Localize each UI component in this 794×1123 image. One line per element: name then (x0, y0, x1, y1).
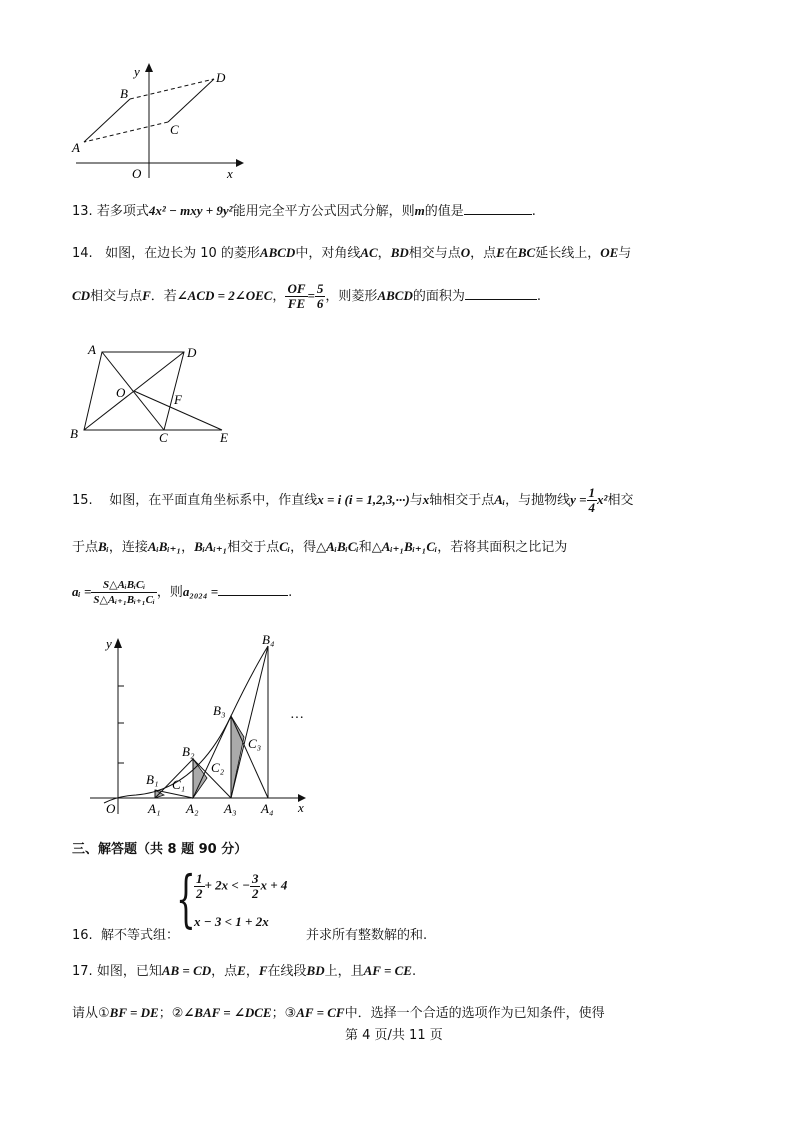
q13-prefix: 若多项式 (96, 204, 149, 219)
segment-CA (84, 122, 168, 142)
q14-math: ABCD (377, 288, 413, 303)
label-y: y (134, 64, 140, 79)
q14-math: CD (72, 288, 91, 303)
question-16 (72, 924, 179, 943)
q14-math: ∠ACD = 2∠OEC (176, 288, 273, 303)
q14-math: F (142, 288, 151, 303)
question-13 (72, 200, 536, 219)
q15-text: ，与抛物线 (505, 493, 571, 508)
q15-math: BᵢAᵢ₊₁ (194, 539, 228, 554)
q15-text: 相交于点 (227, 540, 280, 555)
q14-math: E (496, 245, 505, 260)
q16-prefix: 解不等式组： (100, 928, 179, 943)
label-O: O (116, 385, 126, 400)
q15-text: 如图，在平面直角坐标系中，作直线 (109, 493, 318, 508)
label-O: O (106, 801, 116, 816)
q14-text: ．若 (150, 289, 177, 304)
q14-text: 延长线上， (535, 246, 601, 261)
q16-inequality-2: x − 3 < 1 + 2x (194, 914, 269, 929)
label-C: C (170, 122, 179, 137)
question-15-line3 (72, 578, 292, 607)
q15-text: ，则 (156, 585, 183, 600)
q14-text: 的面积为 (412, 289, 465, 304)
q16-brace: { (176, 862, 196, 935)
q17-number: 17. (72, 964, 93, 979)
q13-end: . (531, 204, 536, 219)
q15-text: 轴相交于点 (429, 493, 495, 508)
q13-var: m (414, 203, 425, 218)
segment-A2B3 (193, 716, 231, 798)
q17-text: 请从① (72, 1006, 110, 1021)
q15-frac-num: 1 (588, 485, 596, 500)
q15-math: △Aᵢ₊₁Bᵢ₊₁Cᵢ (371, 539, 438, 554)
label-y: y (106, 636, 112, 651)
label-F: F (174, 392, 182, 407)
segment-AB (84, 99, 130, 142)
q15-ratio-den: S△Aᵢ₊₁Bᵢ₊₁Cᵢ (93, 594, 155, 606)
q14-math: ABCD (259, 245, 296, 260)
parabola-curve (104, 646, 268, 803)
q14-text: ，点 (470, 246, 497, 261)
q14-ratio-fraction (285, 282, 307, 311)
label-A2: A₂ (186, 801, 199, 816)
segment-A3B4 (231, 646, 268, 798)
q16-frac1-num: 1 (196, 871, 203, 886)
label-B: B (70, 426, 78, 441)
q15-math: a₂₀₂₄ = (182, 584, 219, 599)
q17-text: 在线段 (267, 964, 307, 979)
label-B4: B₄ (262, 632, 275, 647)
shaded-triangle-3 (231, 716, 244, 798)
label-B3: B₃ (213, 703, 226, 718)
q16-ineq1-b: x + 4 (260, 877, 288, 893)
label-B2: B₂ (182, 744, 195, 759)
q14-text: 中，对角线 (295, 246, 361, 261)
q15-text: ，连接 (108, 540, 148, 555)
label-x: x (227, 166, 233, 181)
q14-math: BD (390, 245, 409, 260)
q14-math: AC (360, 245, 378, 260)
q17-math: BD (306, 963, 325, 978)
q14-text: ， (377, 246, 391, 261)
label-O: O (132, 166, 142, 181)
q13-number: 13. (72, 204, 93, 219)
figure-15-parabola (86, 632, 326, 822)
y-axis-arrow (114, 638, 122, 648)
q15-ratio-num: S△AᵢBᵢCᵢ (91, 578, 156, 593)
q15-math: Bᵢ (98, 539, 109, 554)
q14-math: O (460, 245, 471, 260)
q15-text: ，得 (290, 540, 317, 555)
q17-math: AB = CD (161, 963, 212, 978)
q14-ratio-num: OF (287, 281, 306, 296)
label-A4: A₄ (261, 801, 274, 816)
shaded-triangle-2 (193, 759, 207, 798)
q14-val-num: 5 (316, 281, 324, 296)
q16-suffix: 并求所有整数解的和. (306, 928, 428, 943)
q16-frac1-den: 2 (196, 886, 203, 901)
figure-12-parallelogram (68, 60, 248, 185)
y-axis-arrow (145, 63, 153, 72)
label-x: x (298, 800, 304, 815)
x-axis-arrow (236, 159, 244, 167)
label-D: D (216, 70, 226, 85)
label-C1: C₁ (172, 777, 186, 792)
q14-end: . (536, 289, 541, 304)
q17-text: ；③ (271, 1006, 297, 1021)
q15-frac-den: 4 (588, 500, 596, 515)
q15-math: △AᵢBᵢCᵢ (316, 539, 359, 554)
q16-frac2-den: 2 (251, 886, 259, 901)
question-14-line1 (72, 242, 631, 261)
q17-text: ，点 (211, 964, 238, 979)
q16-frac2-num: 3 (251, 871, 259, 886)
q14-math: BC (517, 245, 536, 260)
q14-value-fraction (315, 282, 326, 311)
q17-option-1: BF = DE (109, 1005, 159, 1020)
q13-suffix: 的值是 (424, 204, 464, 219)
figure-14-rhombus (66, 338, 246, 448)
q14-eq: = (307, 288, 315, 303)
q15-text: 和 (358, 540, 372, 555)
page-footer: 第 4 页/共 11 页 (345, 1028, 443, 1043)
q15-text: 于点 (72, 540, 99, 555)
question-15-line1 (72, 486, 633, 515)
label-E: E (220, 430, 228, 445)
q17-option-2: ∠BAF = ∠DCE (183, 1005, 272, 1020)
section-3-heading: 三、解答题（共 8 题 90 分） (72, 842, 248, 857)
q16-ineq1-a: + 2x < − (204, 877, 250, 893)
q17-math: AF = CE (363, 963, 412, 978)
q13-expr: 4x² − mxy + 9y² (148, 203, 233, 218)
q17-text: ， (245, 964, 259, 979)
q15-math: Aᵢ (494, 492, 506, 507)
label-A1: A₁ (148, 801, 161, 816)
q14-math: OE (600, 245, 619, 260)
q15-math: y = (570, 492, 587, 507)
q15-math: aᵢ = (72, 584, 92, 599)
q17-text: 如图，已知 (96, 964, 162, 979)
q14-val-den: 6 (316, 296, 324, 311)
q15-end: . (288, 585, 293, 600)
q14-text: ，则菱形 (325, 289, 378, 304)
q14-number: 14. (72, 246, 93, 261)
q14-text: 与 (618, 246, 632, 261)
diagonal-AC (102, 352, 164, 430)
q14-text: ， (272, 289, 286, 304)
q17-end: . (411, 964, 417, 979)
q14-text: 在 (504, 246, 518, 261)
q15-number: 15. (72, 493, 93, 508)
q17-text: 上，且 (324, 964, 364, 979)
label-C2: C₂ (211, 760, 225, 775)
q15-math: x (422, 492, 430, 507)
q16-inequality-1 (194, 872, 287, 901)
label-A3: A₃ (224, 801, 237, 816)
segment-BD (130, 79, 214, 99)
question-14-line2 (72, 282, 541, 311)
q14-ratio-den: FE (287, 296, 306, 311)
question-17-options (72, 1002, 605, 1021)
label-B1: B₁ (146, 772, 159, 787)
q15-ratio-fraction (91, 578, 156, 607)
q14-text: 如图，在边长为 10 的菱形 (105, 246, 260, 261)
q14-text: 相交与点 (90, 289, 143, 304)
label-D: D (187, 345, 197, 360)
q15-text: ， (181, 540, 195, 555)
q17-option-3: AF = CF (296, 1005, 345, 1020)
q15-parabola-fraction (587, 486, 598, 515)
q14-text: 相交与点 (408, 246, 461, 261)
question-15-line2 (72, 536, 567, 555)
segment-DC (168, 79, 214, 122)
q13-answer-blank[interactable] (464, 202, 532, 215)
q15-text: 与 (409, 493, 423, 508)
q17-math: F (258, 963, 268, 978)
q16-number: 16. (72, 928, 93, 943)
q15-math: Cᵢ (279, 539, 291, 554)
q15-text: ，若将其面积之比记为 (437, 540, 568, 555)
label-C3: C₃ (248, 736, 262, 751)
label-B: B (120, 86, 128, 101)
label-A: A (72, 140, 80, 155)
question-17 (72, 960, 416, 979)
q14-answer-blank[interactable] (465, 287, 537, 300)
q15-answer-blank[interactable] (218, 583, 288, 596)
q15-math: AᵢBᵢ₊₁ (147, 539, 182, 554)
q17-math: E (237, 963, 246, 978)
q17-text: ；② (158, 1006, 184, 1021)
label-A: A (88, 342, 96, 357)
q17-text: 中．选择一个合适的选项作为已知条件，使得 (344, 1006, 605, 1021)
q15-text: 相交 (607, 493, 634, 508)
q15-math: x = i (i = 1,2,3,···) (317, 492, 410, 507)
continuation-dots: ··· (290, 711, 304, 726)
q13-middle: 能用完全平方公式因式分解，则 (232, 204, 415, 219)
label-C: C (159, 430, 168, 445)
q15-math: x² (597, 492, 608, 507)
